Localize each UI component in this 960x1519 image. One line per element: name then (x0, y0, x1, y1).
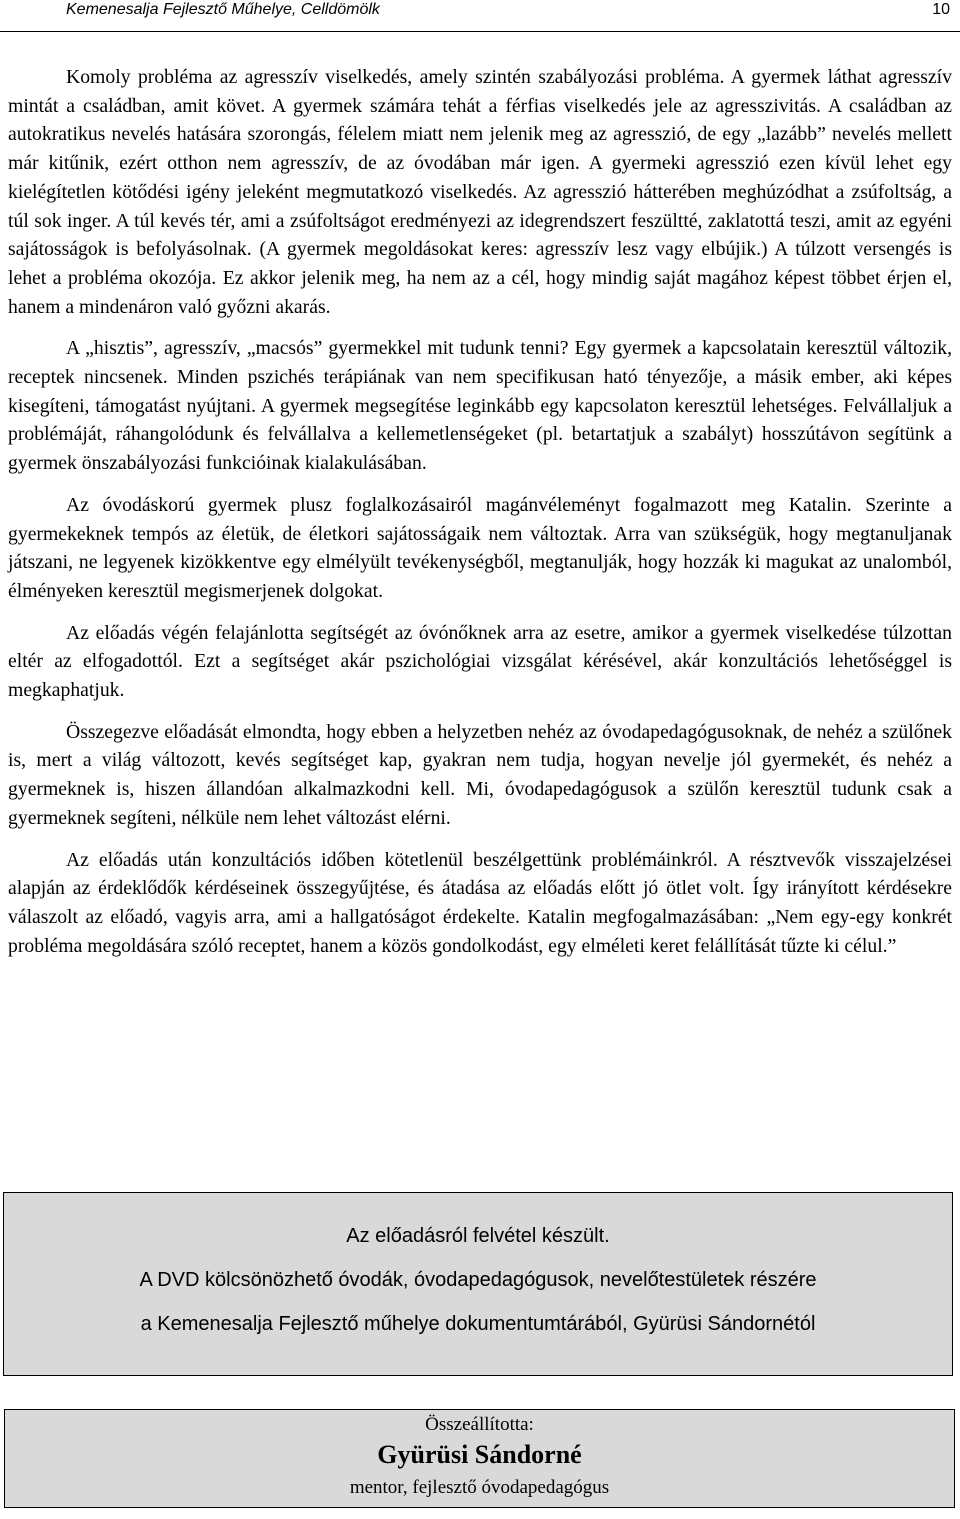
paragraph-aggression: Komoly probléma az agresszív viselkedés, amely szintén szabályozási probléma. A gyermek láthat agresszív mintát a családban, amit követ. A gyermek számára tehát a férfias viselkedés jele az agresszivitás. A családban az autokratikus nevelés hatására szorongás, félelem miatt nem jelenik meg az agresszió, de egy „lazább” nevelés mellett már kitűnik, ezért otthon nem agresszív, de az óvodában már igen. A gyermeki agresszió ezen kívül lehet egy kielégítetlen kötődési igény jeleként megmutatkozó viselkedés. Az agresszió hátterében meghúzódhat a zsúfoltság, a túl sok inger. A túl kevés tér, ami a zsúfoltságot eredményezi az idegrendszert feszültté, zaklatottá teszi, amit az egyéni sajátosságok is befolyásolnak. (A gyermek megoldásokat keres: agresszív lesz vagy elbújik.) A túlzott versengés is lehet a probléma okozója. Ez akkor jelenik meg, ha nem az a cél, hogy mindig saját magához képest többet érjen el, hanem a mindenáron való győzni akarás. (8, 66, 952, 318)
header-title: Kemenesalja Fejlesztő Műhelye, Celldömölk (66, 1, 380, 18)
author-box (4, 1409, 955, 1508)
paragraph-extra-activities: Az óvodáskorú gyermek plusz foglalkozásairól magánvéleményt fogalmazott meg Katalin. Szerinte a gyermekeknek tempós az életük, de életkori sajátosságaik nem változtak. Arra van szükségük, hogy megtanuljanak játszani, ne legyenek kizökkentve egy elmélyült tevékenységből, megtanulják, hogy hozzák ki magukat az unalomból, élményeken keresztül megismerjenek dolgokat. (8, 493, 952, 602)
paragraph-consultation: Az előadás után konzultációs időben kötetlenül beszélgettünk problémáinkról. A résztvevők visszajelzései alapján az érdeklődők kérdéseinek összegyűjtése, és átadása az előadás előtt jó ötlet volt. Így irányított kérdésekre válaszolt az előadó, vagyis arra, ami a hallgatóságot érdekelte. Katalin megfogalmazásában: „Nem egy-egy konkrét probléma megoldására szóló receptet, hanem a közös gondolkodást, egy elméleti keret felállítását tűzte ki célul.” (8, 848, 952, 957)
author-role: mentor, fejlesztő óvodapedagógus (349, 1477, 610, 1498)
notice-line-recording: Az előadásról felvétel készült. (346, 1225, 610, 1247)
article-body (8, 63, 952, 973)
notice-line-source: a Kemenesalja Fejlesztő műhelye dokumentumtárából, Gyürüsi Sándornétól (140, 1313, 816, 1335)
paragraph-offer-help: Az előadás végén felajánlotta segítségét az óvónőknek arra az esetre, amikor a gyermek viselkedése túlzottan eltér az elfogadottól. Ezt a segítséget akár pszichológiai vizsgálat kérésével, akár konzultációs lehetőséggel is megkaphatjuk. (8, 621, 952, 702)
page-header (0, 0, 960, 32)
recording-notice-box (3, 1192, 953, 1376)
paragraph-what-to-do: A „hisztis”, agresszív, „macsós” gyermekkel mit tudunk tenni? Egy gyermek a kapcsolatain keresztül változik, receptek nincsenek. Minden pszichés terápiának van nem specifikusan ható tényezője, a másik ember, aki képes kisegíteni, támogatást nyújtani. A gyermek megsegítése leginkább egy kapcsolaton keresztül lehetséges. Felvállaljuk a problémáját, ráhangolódunk és felvállalva a kellemetlenségeket (pl. betartatjuk a szabályt) hosszútávon segítünk a gyermek önszabályozási funkcióinak kialakulásában. (8, 337, 952, 475)
notice-line-dvd: A DVD kölcsönözhető óvodák, óvodapedagógusok, nevelőtestületek részére (139, 1269, 817, 1291)
author-name: Gyürüsi Sándorné (377, 1440, 582, 1469)
compiled-by-label: Összeállította: (425, 1414, 534, 1435)
page-number: 10 (932, 1, 950, 18)
paragraph-summary: Összegezve előadását elmondta, hogy ebben a helyzetben nehéz az óvodapedagógusoknak, de nehéz a szülőnek is, mert a világ változott, kevés segítséget kap, gyakran nem tudja, hogyan nevelje jól gyermekét, és nehéz a gyermeknek is, hiszen állandóan alkalmazkodni kell. Mi, óvodapedagógusok a szülőn keresztül tudunk csak a gyermeknek segíteni, nélküle nem lehet változást elérni. (8, 720, 952, 829)
